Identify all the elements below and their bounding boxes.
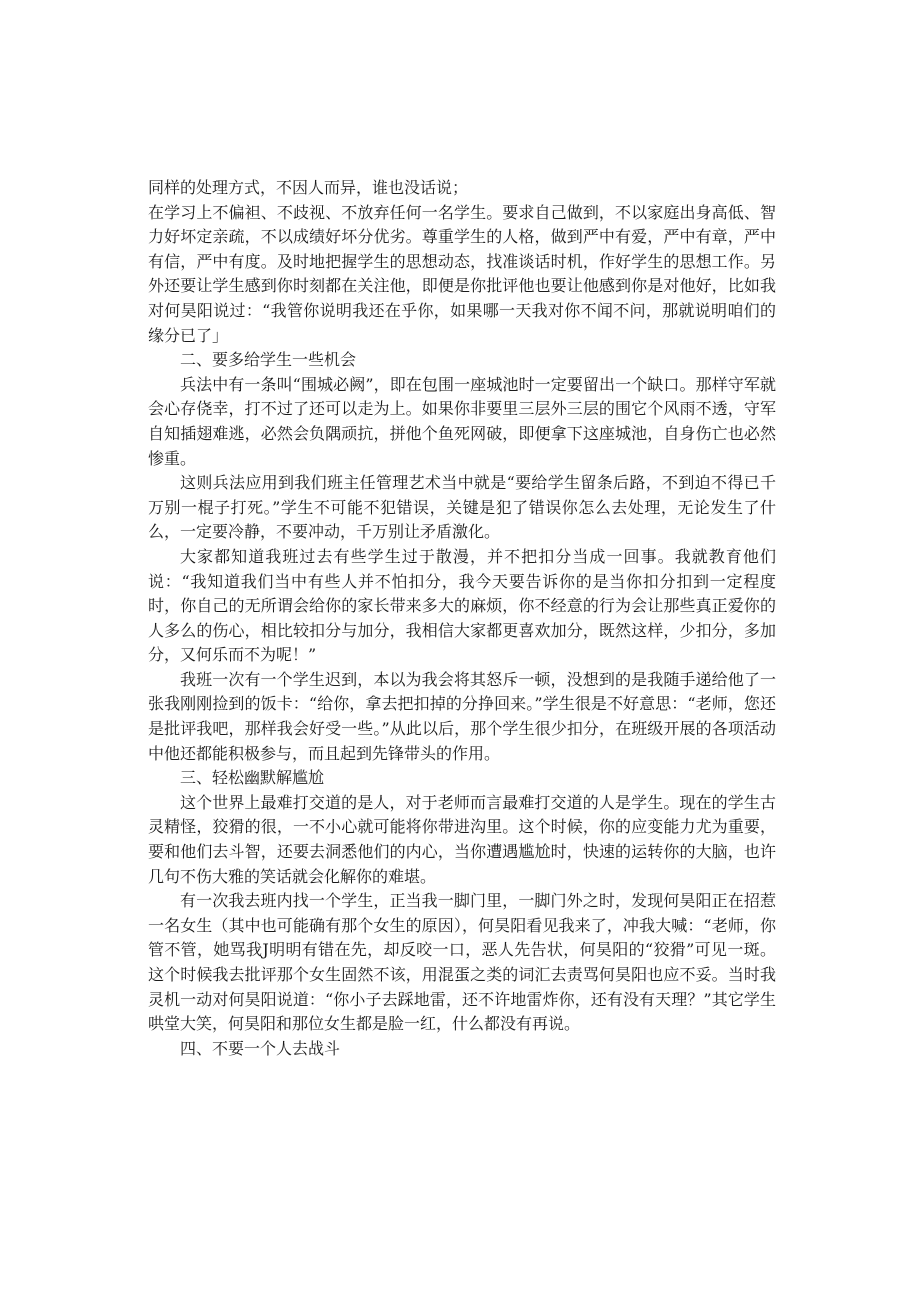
- body-line: 同样的处理方式，不因人而异，谁也没话说；: [148, 178, 469, 197]
- body-paragraph: 有一次我去班内找一个学生，正当我一脚门里，一脚门外之时，发现何昊阳正在招惹一名女生（其中也可能确有那个女生的原因），何昊阳看见我来了，冲我大喊：“老师，你管不管，她骂我J明明有错在先，却反咬一口，恶人先告状，何昊阳的“狡猾”可见一斑。这个时候我去批评那个女生固然不该，用混蛋之类的词汇去责骂何昊阳也应不妥。当时我灵机一动对何昊阳说道：“你小子去踩地雷，还不许地雷炸你，还有没有天理？”其它学生哄堂大笑，何昊阳和那位女生都是脸一红，什么都没有再说。: [148, 891, 776, 1034]
- section-heading: 三、轻松幽默解尴尬: [180, 768, 325, 788]
- body-paragraph: 兵法中有一条叫“围城必阙”，即在包围一座城池时一定要留出一个缺口。那样守军就会心存侥幸，打不过了还可以走为上。如果你非要里三层外三层的围它个风雨不透，守军自知插翅难逃，必然会负隅顽抗，拼他个鱼死网破，即便拿下这座城池，自身伤亡也必然惨重。: [148, 374, 776, 468]
- body-paragraph: 这则兵法应用到我们班主任管理艺术当中就是“要给学生留条后路，不到迫不得已千万别一棍子打死。”学生不可能不犯错误，关键是犯了错误你怎么去处理，无论发生了什么，一定要冷静，不要冲动，千万别让矛盾激化。: [148, 473, 776, 542]
- body-paragraph: 这个世界上最难打交道的是人，对于老师而言最难打交道的人是学生。现在的学生古灵精怪，狡猾的很，一不小心就可能将你带进沟里。这个时候，你的应变能力尤为重要，要和他们去斗智，还要去洞悉他们的内心，当你遭遇尴尬时，快速的运转你的大脑，也许几句不伤大雅的笑话就会化解你的难堪。: [148, 792, 776, 886]
- document-page: [148, 176, 776, 1061]
- section-heading: 二、要多给学生一些机会: [180, 350, 357, 370]
- body-paragraph: 我班一次有一个学生迟到，本以为我会将其怒斥一顿，没想到的是我随手递给他了一张我刚刚捡到的饭卡：“给你，拿去把扣掉的分挣回来。”学生很是不好意思：“老师，您还是批评我吧，那样我会好受一些。”从此以后，那个学生很少扣分，在班级开展的各项活动中他还都能积极参与，而且起到先锋带头的作用。: [148, 669, 776, 763]
- body-paragraph: 在学习上不偏袒、不歧视、不放弃任何一名学生。要求自己做到，不以家庭出身高低、智力好坏定亲疏，不以成绩好坏分优劣。尊重学生的人格，做到严中有爱，严中有章，严中有信，严中有度。及时地把握学生的思想动态，找准谈话时机，作好学生的思想工作。另外还要让学生感到你时刻都在关注他，即便是你批评他也要让他感到你是对他好，比如我对何昊阳说过：“我管你说明我还在乎你，如果哪一天我对你不闻不问，那就说明咱们的缘分已了」: [148, 202, 776, 345]
- section-heading: 四、不要一个人去战斗: [180, 1038, 341, 1058]
- body-paragraph: 大家都知道我班过去有些学生过于散漫，并不把扣分当成一回事。我就教育他们说：“我知道我们当中有些人并不怕扣分，我今天要告诉你的是当你扣分扣到一定程度时，你自己的无所谓会给你的家长带来多大的麻烦，你不经意的行为会让那些真正爱你的人多么的伤心，相比较扣分与加分，我相信大家都更喜欢加分，既然这样，少扣分，多加分，又何乐而不为呢！”: [148, 546, 776, 665]
